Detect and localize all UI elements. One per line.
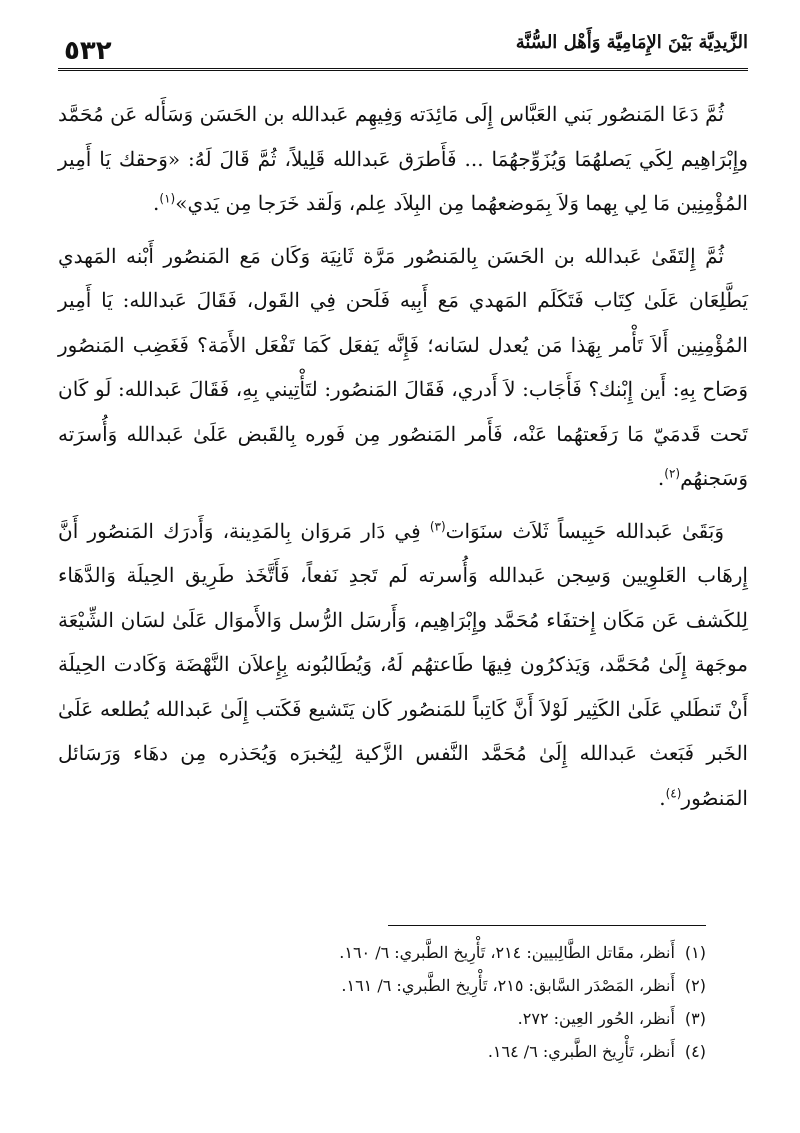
paragraph-2: ثُمَّ إِلتَقَىٰ عَبدالله بن الحَسَن بِالمَنصُور مَرَّة ثَانِيَة وَكَان مَع المَنصُور أَبْنه المَهدي يَطَّلِعَان عَلَىٰ كِتَاب فَتَكَلَم المَهدي مَع أَبِيه فَلَحن فِي القَول، فَقَالَ عَبدالله: يَا أَمِير المُؤْمِنِين أَلاَ تَأْمر بِهَذا مَن يُعدل لسَانه؛ فَإِنَّه يَفعَل كَمَا تَفْعَل الأَمَة؟ فَغَضِب المَنصُور وَصَاح بِهِ: أَين إِبْنك؟ فَأَجَاب: لاَ أَدري، فَقَالَ المَنصُور: لتَأْتِيني بِهِ، فَقَالَ عَبدالله: لَو كَان تَحت قَدمَيّ مَا رَفَعتهُما عَنْه، فَأَمر المَنصُور مِن فَوره بِالقَبض عَلَىٰ عَبدالله وَأُسرَته وَسَجنهُم$^{(٢)}$. bbox=[58, 243, 748, 490]
footnote-text: أَنظر، تَأْرِيخ الطَّبري: ٦/ ١٦٤. bbox=[487, 1042, 675, 1061]
paragraph-text: ثُمَّ إِلتَقَىٰ عَبدالله بن الحَسَن بِالمَنصُور مَرَّة ثَانِيَة وَكَان مَع المَنصُور أَبْنه المَهدي يَطَّلِعَان عَلَىٰ كِتَاب فَتَكَلَم المَهدي مَع أَبِيه فَلَحن فِي القَول، فَقَالَ عَبدالله: يَا أَمِير المُؤْمِنِين أَلاَ تَأْمر بِهَذا مَن يُعدل لسَانه؛ فَإِنَّه يَفعَل كَمَا تَفْعَل الأَمَة؟ فَغَضِب المَنصُور وَصَاح بِهِ: أَين إِبْنك؟ فَأَجَاب: لاَ أَدري، فَقَالَ المَنصُور: لتَأْتِيني بِهِ، فَقَالَ عَبدالله: لَو كَان تَحت قَدمَيّ مَا رَفَعتهُما عَنْه، فَأَمر المَنصُور مِن فَوره بِالقَبض عَلَىٰ عَبدالله وَأُسرَته وَسَجنهُم bbox=[58, 243, 748, 490]
footnote-number: (٢) bbox=[684, 976, 706, 995]
paragraph-1: ثُمَّ دَعَا المَنصُور بَني العَبَّاس إِلَى مَائِدَته وَفِيهِم عَبدالله بن الحَسَن وَسَأَله عَن مُحَمَّد وإِبْرَاهِيم لِكَي يَصلهُمَا وَيُزَوِّجهُمَا ... فَأَطرَق عَبدالله قَلِيلاً، ثُمَّ قَالَ لَهُ: «وَحقك يَا أَمِير المُؤْمِنِين مَا لِي بِهما وَلاَ بِمَوضعهُما مِن البِلاَد عِلم، وَلَقد خَرَجا مِن يَدي»$^{(١)}$. bbox=[58, 102, 748, 215]
page-number: ٥٣٢ bbox=[64, 36, 112, 66]
footnote-ref: (١) bbox=[159, 191, 176, 206]
footnotes bbox=[58, 938, 706, 1070]
footnote-text: أَنظر، الحُور العِين: ٢٧٢. bbox=[517, 1009, 675, 1028]
footnote-text: أَنظر، مقَاتل الطَّالِبيين: ٢١٤، تَأْرِيخ الطَّبري: ٦/ ١٦٠. bbox=[339, 943, 675, 962]
paragraph-text: وَبَقَىٰ عَبدالله حَبِيساً ثَلاَث سنَوَات bbox=[445, 518, 725, 543]
footnote-number: (٣) bbox=[684, 1009, 706, 1028]
paragraph-text: فِي دَار مَروَان بِالمَدِينة، وَأَدرَك المَنصُور أَنَّ إِرهَاب العَلوِيين وَسِجن عَبدالله وَأُسرته لَم تَجدِ نَفعاً، فَأَتَّخَذ طَرِيق الحِيلَة وَالدَّهَاء لِلكَشف عَن مَكَان إِختفَاء مُحَمَّد وإِبْرَاهِيم، وَأَرسَل الرُّسل وَالأَموَال عَلَىٰ لسَان الشِّيْعَة موجَهة إِلَىٰ مُحَمَّد، وَيَذكرُون فِيهَا طَاعتهُم لَهُ، وَيُطَالبُونه بِإِعلاَن النَّهْضَة وَكَادت الحِيلَة أَنْ تَنطَلي عَلَىٰ الكَثِير لَوْلاَ أَنَّ كَاتِباً للمَنصُور كَان يَتَشيع فَكَتب إِلَىٰ عَبدالله يُطلعه عَلَىٰ الخَبر فَبَعث عَبدالله إِلَىٰ مُحَمَّد النَّفس الزَّكية لِيُخبرَه وَيُحَذره مِن دهَاء وَرَسَائل المَنصُور bbox=[58, 518, 749, 810]
footnote-number: (١) bbox=[684, 943, 706, 962]
footnote-ref: (٢) bbox=[664, 466, 681, 481]
paragraph-3: وَبَقَىٰ عَبدالله حَبِيساً ثَلاَث سنَوَات$^{(٣)}$ فِي دَار مَروَان بِالمَدِينة، وَأَدرَك المَنصُور أَنَّ إِرهَاب العَلوِيين وَسِجن عَبدالله وَأُسرته لَم تَجدِ نَفعاً، فَأَتَّخَذ طَرِيق الحِيلَة وَالدَّهَاء لِلكَشف عَن مَكَان إِختفَاء مُحَمَّد وإِبْرَاهِيم، وَأَرسَل الرُّسل وَالأَموَال عَلَىٰ لسَان الشِّيْعَة موجَهة إِلَىٰ مُحَمَّد، وَيَذكرُون فِيهَا طَاعتهُم لَهُ، وَيُطَالبُونه بِإِعلاَن النَّهْضَة وَكَادت الحِيلَة أَنْ تَنطَلي عَلَىٰ الكَثِير لَوْلاَ أَنَّ كَاتِباً للمَنصُور كَان يَتَشيع فَكَتب إِلَىٰ عَبدالله يُطلعه عَلَىٰ الخَبر فَبَعث عَبدالله إِلَىٰ مُحَمَّد النَّفس الزَّكية لِيُخبرَه وَيُحَذره مِن دهَاء وَرَسَائل المَنصُور$^{(٤)}$. bbox=[58, 518, 749, 810]
footnote-number: (٤) bbox=[684, 1042, 706, 1061]
footnote bbox=[58, 971, 706, 1001]
footnote-ref: (٤) bbox=[665, 785, 682, 800]
page-header bbox=[58, 30, 748, 70]
footnote-rule bbox=[388, 925, 706, 926]
body-text bbox=[58, 92, 748, 828]
footnote bbox=[58, 1037, 706, 1067]
footnote bbox=[58, 938, 706, 968]
footnote-text: أَنظر، المَصْدَر السَّابق: ٢١٥، تَأْرِيخ الطَّبري: ٦/ ١٦١. bbox=[341, 976, 675, 995]
header-rule bbox=[58, 68, 748, 71]
running-title: الزَّيدِيَّة بَيْنَ الإِمَامِيَّة وَأَهْل السُّنَّة bbox=[515, 32, 748, 53]
footnote bbox=[58, 1004, 706, 1034]
paragraph-text: ثُمَّ دَعَا المَنصُور بَني العَبَّاس إِلَى مَائِدَته وَفِيهِم عَبدالله بن الحَسَن وَسَأَله عَن مُحَمَّد وإِبْرَاهِيم لِكَي يَصلهُمَا وَيُزَوِّجهُمَا ... فَأَطرَق عَبدالله قَلِيلاً، ثُمَّ قَالَ لَهُ: «وَحقك يَا أَمِير المُؤْمِنِين مَا لِي بِهما وَلاَ بِمَوضعهُما مِن البِلاَد عِلم، وَلَقد خَرَجا مِن يَدي» bbox=[58, 102, 748, 215]
footnote-ref: (٣) bbox=[429, 518, 446, 533]
